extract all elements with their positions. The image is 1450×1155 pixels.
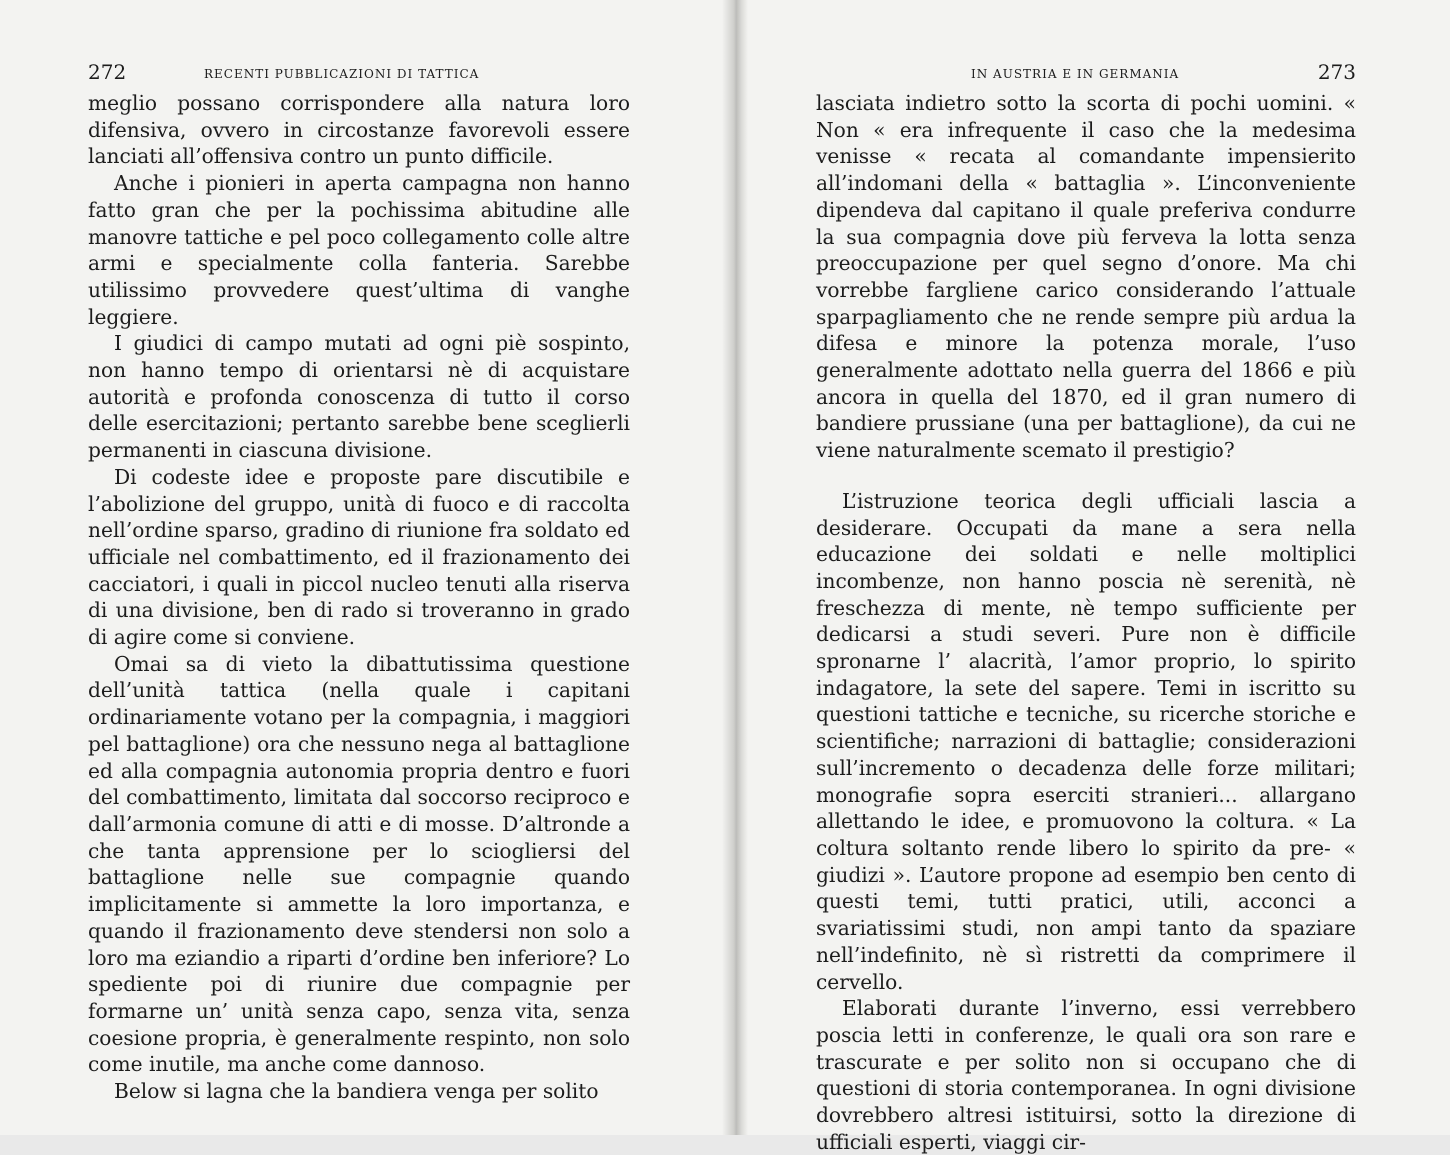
- left-page-number: 272: [88, 60, 127, 84]
- right-page-number: 273: [1317, 60, 1356, 84]
- paragraph: Elaborati durante l’inverno, essi verrebbero poscia letti in conferenze, le quali ora son rare e trascurate e per solito non si occupano che di questioni di storia contemporanea. In ogni divisione dovrebbero altresi istituirsi, sotto la direzione di ufficiali esperti, viaggi cir-: [816, 996, 1356, 1154]
- paragraph: L’istruzione teorica degli ufficiali lascia a desiderare. Occupati da mane a sera nella educazione dei soldati e nelle moltiplici incombenze, non hanno poscia nè serenità, nè freschezza di mente, nè tempo sufficiente per dedicarsi a studi severi. Pure non è difficile spronarne l’ alacrità, l’amor proprio, lo spirito indagatore, la sete del sapere. Temi in iscritto su questioni tattiche e tecniche, su ricerche storiche e scientifiche; narrazioni di battaglie; considerazioni sull’incremento o decadenza delle forze militari; monografie sopra eserciti stranieri... allargano allettando le idee, e promuovono la coltura. « La coltura soltanto rende libero lo spirito da pre- « giudizi ». L’autore propone ad esempio ben cento di questi temi, tutti pratici, utili, acconci a svariatissimi studi, non ampi tanto da spaziare nell’indefinito, nè sì ristretti da comprimere il cervello.: [816, 488, 1356, 994]
- left-running-title: RECENTI PUBBLICAZIONI DI TATTICA: [204, 67, 480, 81]
- right-page-body: [816, 90, 1356, 1155]
- paragraph: Below si lagna che la bandiera venga per solito: [114, 1079, 599, 1104]
- paragraph: Di codeste idee e proposte pare discutibile e l’abolizione del gruppo, unità di fuoco e di raccolta nell’ordine sparso, gradino di riunione fra soldato ed ufficiale nel combattimento, ed il frazionamento dei cacciatori, i quali in piccol nucleo tenuti alla riserva di una divisione, ben di rado si troveranno in grado di agire come si conviene.: [88, 464, 630, 650]
- left-running-head: [88, 58, 630, 90]
- paragraph: Anche i pionieri in aperta campagna non hanno fatto gran che per la pochissima abitudine alle manovre tattiche e pel poco collegamento colle altre armi e specialmente colla fanteria. Sarebbe utilissimo provvedere quest’ultima di vanghe leggiere.: [88, 171, 630, 329]
- paragraph: Omai sa di vieto la dibattutissima questione dell’unità tattica (nella quale i capitani ordinariamente votano per la compagnia, i maggiori pel battaglione) ora che nessuno nega al battaglione ed alla compagnia autonomia propria dentro e fuori del combattimento, limitata dal soccorso reciproco e dall’armonia comune di atti e di mosse. D’altronde a che tanta apprensione per lo sciogliersi del battaglione nelle sue compagnie quando implicitamente si ammette la loro importanza, e quando il frazionamento deve stendersi non solo a loro ma eziandio a riparti d’ordine ben inferiore? Lo spediente poi di riunire due compagnie per formarne un’ unità senza capo, senza vita, senza coesione propria, è generalmente respinto, non solo come inutile, ma anche come dannoso.: [88, 651, 630, 1077]
- paragraph: meglio possano corrispondere alla natura loro difensiva, ovvero in circostanze favorevoli essere lanciati all’offensiva contro un punto difficile.: [88, 91, 630, 169]
- left-page-body: [88, 90, 630, 1105]
- right-page: [816, 58, 1356, 1155]
- right-running-head: [816, 58, 1356, 90]
- left-page: [88, 58, 630, 1105]
- paragraph: lasciata indietro sotto la scorta di pochi uomini. « Non « era infrequente il caso che la medesima venisse « recata al comandante impensierito all’indomani della « battaglia ». L’inconveniente dipendeva dal capitano il quale preferiva condurre la sua compagnia dove più ferveva la lotta senza preoccupazione per quel segno d’onore. Ma chi vorrebbe fargliene carico considerando l’attuale sparpagliamento che ne rende sempre più ardua la difesa e minore la potenza morale, l’uso generalmente adottato nella guerra del 1866 e più ancora in quella del 1870, ed il gran numero di bandiere prussiane (una per battaglione), da cui ne viene naturalmente scemato il prestigio?: [816, 91, 1356, 463]
- book-gutter: [722, 0, 748, 1135]
- right-running-title: IN AUSTRIA E IN GERMANIA: [971, 67, 1180, 81]
- paragraph: I giudici di campo mutati ad ogni piè sospinto, non hanno tempo di orientarsi nè di acquistare autorità e profonda conoscenza di tutto il corso delle esercitazioni; pertanto sarebbe bene sceglierli permanenti in ciascuna divisione.: [88, 331, 630, 463]
